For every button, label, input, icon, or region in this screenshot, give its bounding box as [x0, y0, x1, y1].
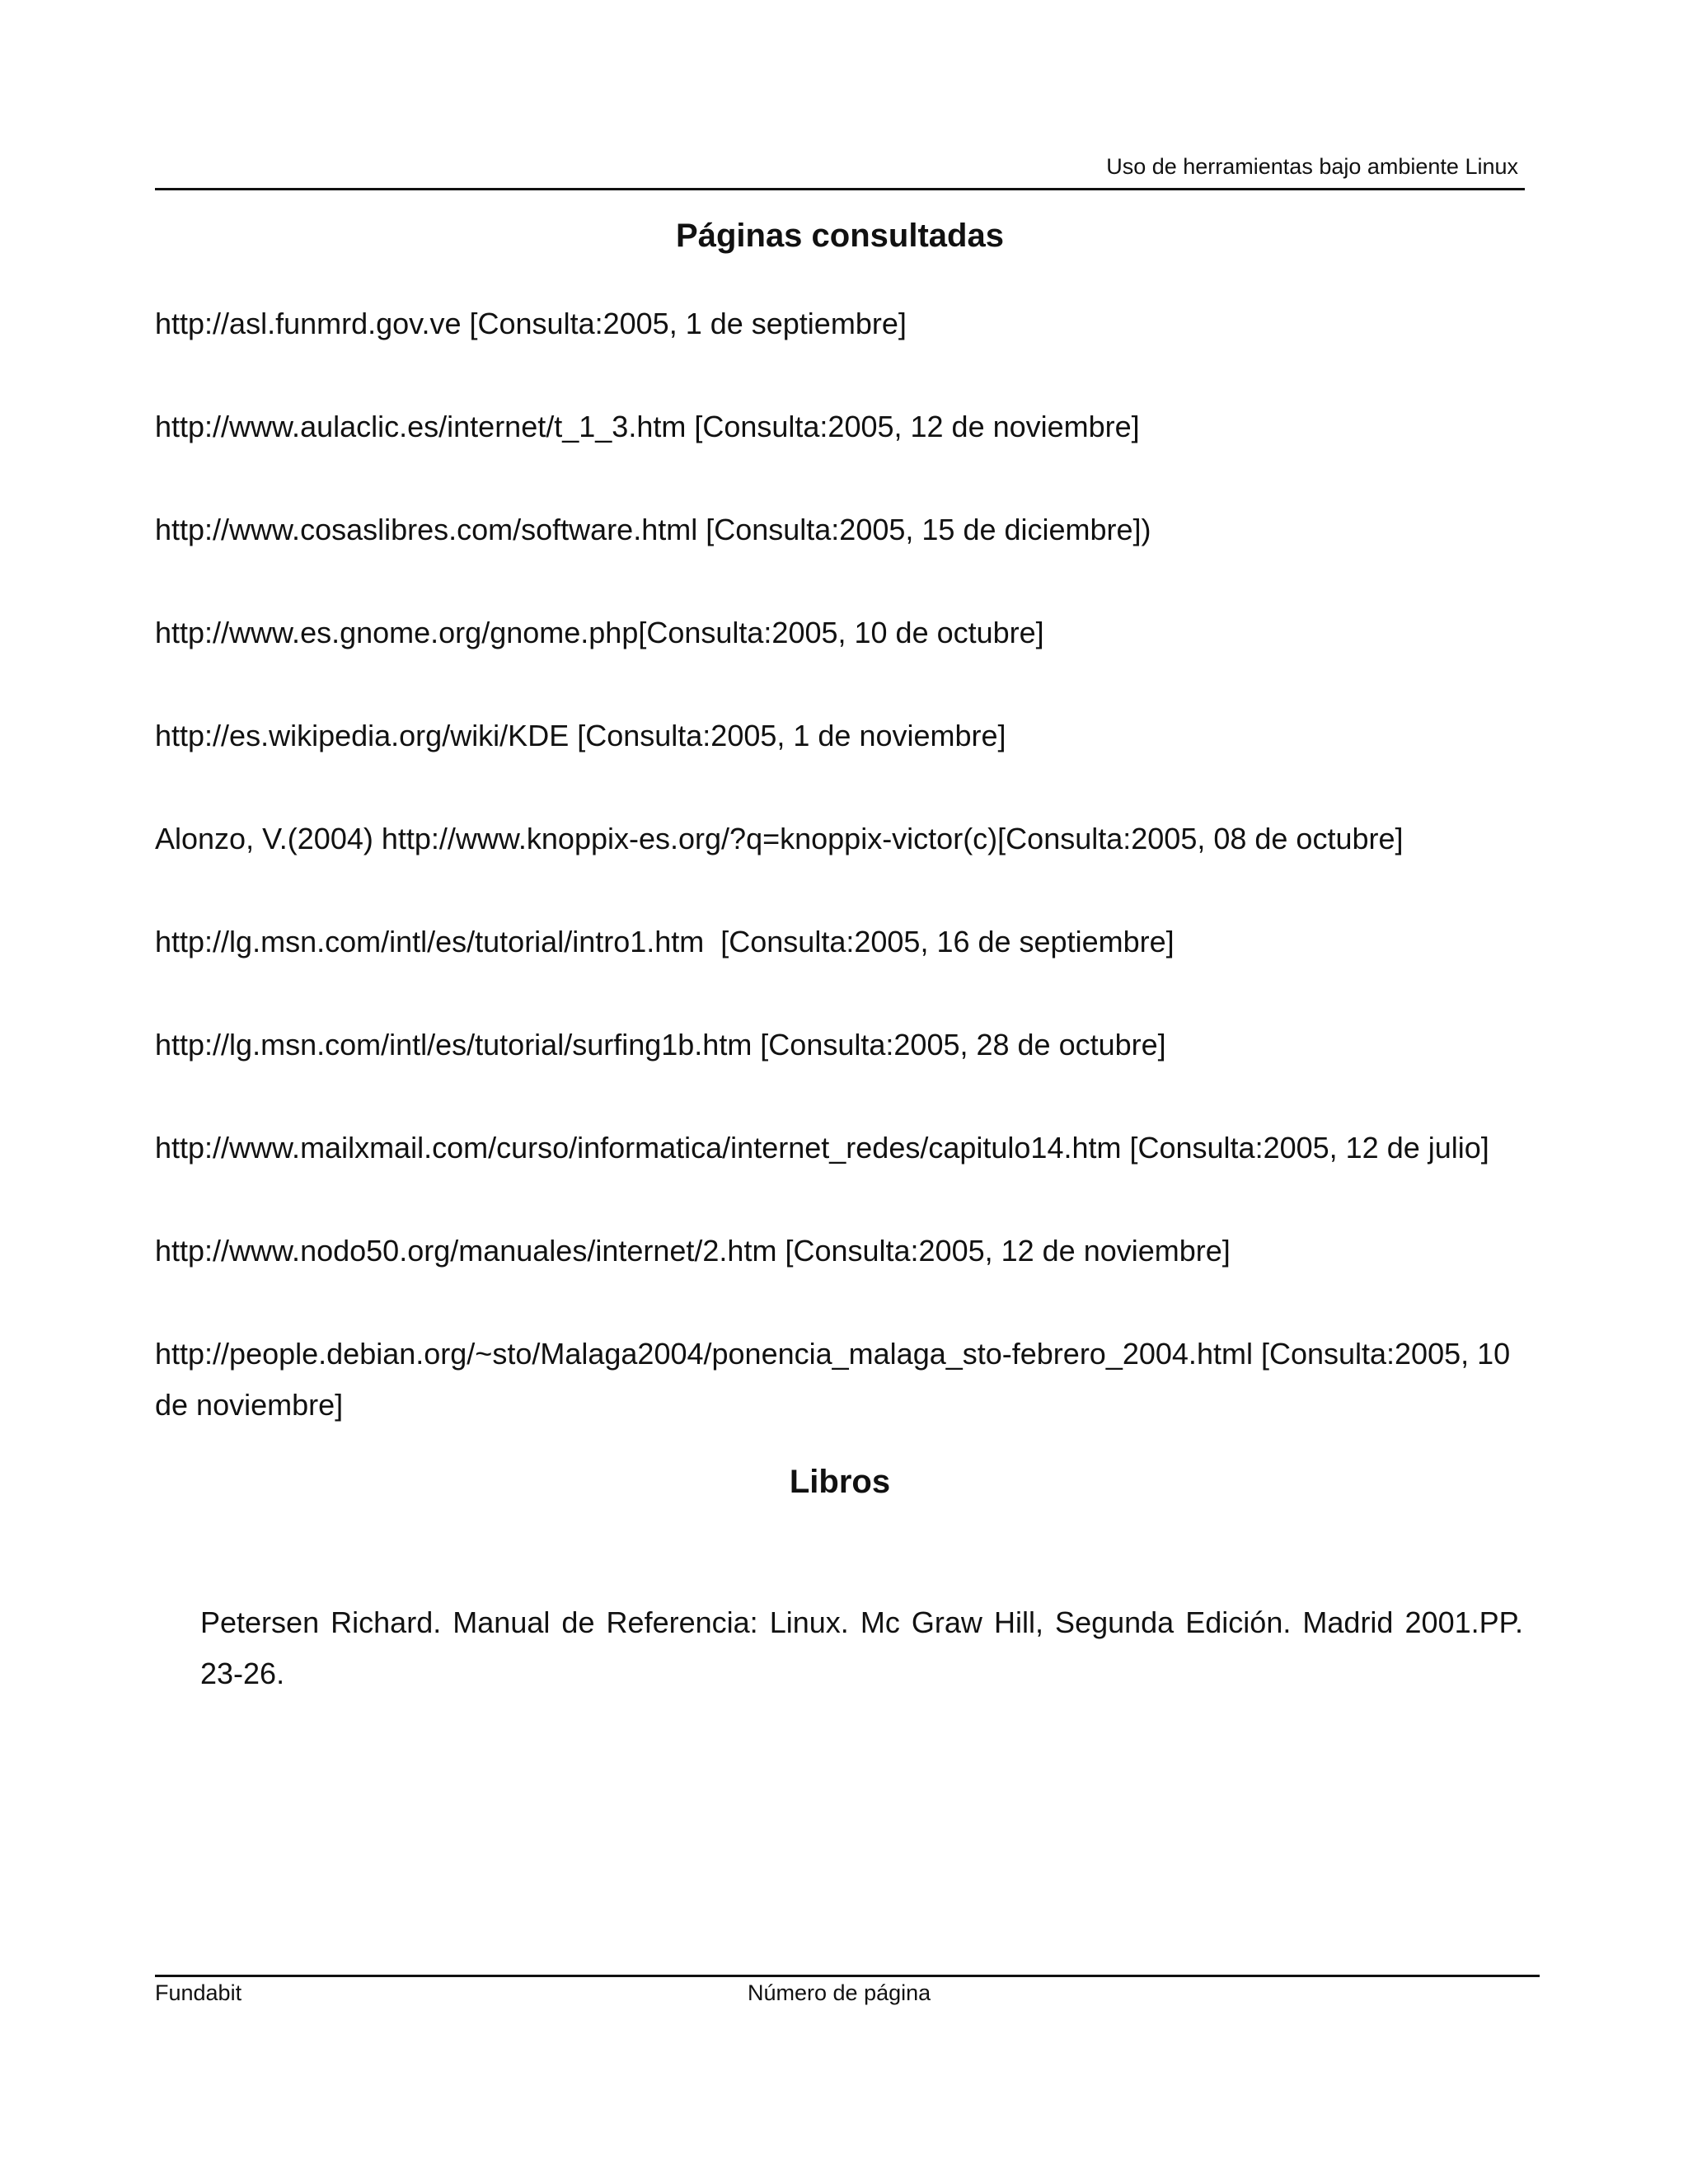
reference-item: http://www.es.gnome.org/gnome.php[Consulta:2005, 10 de octubre]	[155, 616, 1044, 649]
header-title: Uso de herramientas bajo ambiente Linux	[1106, 154, 1518, 179]
reference-item: http://asl.funmrd.gov.ve [Consulta:2005, 1 de septiembre]	[155, 307, 907, 340]
reference-item: http://es.wikipedia.org/wiki/KDE [Consulta:2005, 1 de noviembre]	[155, 719, 1006, 752]
reference-item: http://lg.msn.com/intl/es/tutorial/surfing1b.htm [Consulta:2005, 28 de octubre]	[155, 1028, 1166, 1062]
reference-item: http://people.debian.org/~sto/Malaga2004/ponencia_malaga_sto-febrero_2004.html [Consulta:2005, 10 de noviembre]	[155, 1337, 1519, 1422]
footer-page-number: Número de página	[748, 1980, 931, 2005]
web-references-list	[155, 298, 1525, 1483]
reference-item: http://www.aulaclic.es/internet/t_1_3.htm [Consulta:2005, 12 de noviembre]	[155, 410, 1140, 443]
footer-organization: Fundabit	[155, 1980, 242, 2005]
reference-item: Alonzo, V.(2004) http://www.knoppix-es.org/?q=knoppix-victor(c)[Consulta:2005, 08 de octubre]	[155, 822, 1404, 855]
reference-item: http://lg.msn.com/intl/es/tutorial/intro1.htm [Consulta:2005, 16 de septiembre]	[155, 925, 1175, 958]
page-header	[155, 153, 1525, 190]
web-references-heading: Páginas consultadas	[676, 218, 1004, 254]
footer-divider	[155, 1975, 1540, 1977]
books-heading: Libros	[789, 1464, 891, 1500]
reference-item: http://www.cosaslibres.com/software.html [Consulta:2005, 15 de diciembre])	[155, 513, 1151, 546]
reference-item: http://www.mailxmail.com/curso/informatica/internet_redes/capitulo14.htm [Consulta:2005, 12 de julio]	[155, 1131, 1489, 1165]
reference-item: http://www.nodo50.org/manuales/internet/2.htm [Consulta:2005, 12 de noviembre]	[155, 1234, 1231, 1268]
book-reference: Petersen Richard. Manual de Referencia: Linux. Mc Graw Hill, Segunda Edición. Madrid 2001.PP. 23-26.	[200, 1605, 1523, 1690]
